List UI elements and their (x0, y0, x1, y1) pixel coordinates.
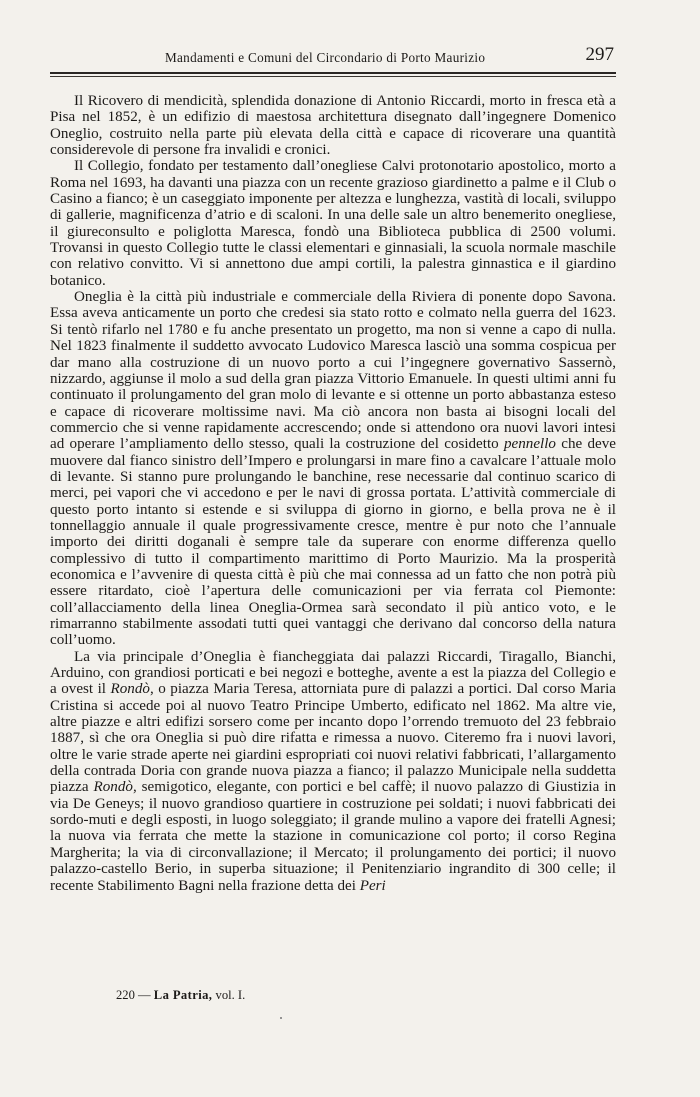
italic-term: pennello (503, 436, 556, 453)
paragraph-text: che deve muovere dal fianco sinistro dell’Impero e prolungarsi in mare fino a cavalcare l’attuale molo di levante. Si stanno pure prolungando le banchine, rese necessarie dal continuo scarico di merci, pei vapori che vi accedono e per le navi di grossa portata. L’attività commerciale di questo porto intanto si estende e si sviluppa di giorno in giorno, e bella prova ne è il tonnellaggio annuale il quale progressivamente cresce, mentre è pur noto che l’annuale importo dei diritti doganali è sempre tale da superare con enorme differenza quello complessivo di tutto il compartimento marittimo di Porto Maurizio. Ma la prosperità economica e l’avvenire di questa città è più che mai connessa ad un fatto che non potrà più essere ritardato, cioè l’apertura delle comunicazioni per via ferrata col Piemonte: coll’allacciamento della linea Oneglia-Ormea sarà secondato il più antico voto, e le rimarranno stabilmente assodati tutti quei vantaggi che derivano dal concorso della natura coll’uomo. (50, 436, 616, 649)
page-number: 297 (585, 44, 614, 65)
italic-term: Rondò (93, 779, 133, 796)
paragraph-text: , semigotico, elegante, con portici e bel caffè; il nuovo palazzo di Giustizia in via De Geneys; il nuovo grandioso quartiere in costruzione pei soldati; i nuovi fabbricati dei sordo-muti e degli esposti, in luogo soleggiato; il grande mulino a vapore dei fratelli Agnesi; la nuova via ferrata che mette la stazione in comunicazione col porto; il corso Regina Margherita; la via di circonvallazione; il Mercato; il prolungamento dei portici; il nuovo palazzo-castello Berio, in superba situazione; il Penitenziario ingrandito di 300 celle; il recente Stabilimento Bagni nella frazione detta dei (50, 779, 616, 894)
running-header (50, 46, 618, 74)
paragraph-collegio (50, 158, 616, 289)
paragraph-via-principale (50, 649, 616, 894)
paragraph-text: La via principale d’Oneglia è fiancheggiata dai palazzi Riccardi, Tiragallo, Bianchi, Arduino, con grandiosi porticati e bei negozi e botteghe, avente a est la piazza del Collegio e a ovest il (50, 648, 616, 698)
page-speck (280, 1017, 282, 1019)
header-rule-thin (50, 76, 616, 77)
paragraph-ricovero (50, 93, 616, 158)
printer-signature (116, 988, 245, 1003)
header-rule-thick (50, 72, 616, 74)
journal-volume: vol. I. (215, 988, 246, 1002)
paragraph-text: Il Ricovero di mendicità, splendida donazione di Antonio Riccardi, morto in fresca età a Pisa nel 1852, è un edifizio di maestosa architettura disegnato dall’ingegnere Domenico Oneglio, costruito nella parte più elevata della città e capace di ricoverare una quantità considerevole di persone fra invalidi e cronici. (50, 93, 616, 159)
paragraph-text: Il Collegio, fondato per testamento dall’onegliese Calvi protonotario apostolico, morto a Roma nel 1693, ha davanti una piazza con un recente grazioso giardinetto a palme e il Club o Casino a fianco; è un caseggiato imponente per altezza e lunghezza, vastità di locali, sviluppo di gallerie, magnificenza d’atrio e di scaloni. In una delle sale un altro benemerito onegliese, il giureconsulto e poliglotta Maresca, fondò una Biblioteca pubblica di 2500 volumi. Trovansi in questo Collegio tutte le classi elementari e ginnasiali, la scuola normale maschile con relativo convitto. Vi si annettono due ampi cortili, la palestra ginnastica e il giardino botanico. (50, 158, 616, 289)
journal-title: La Patria, (153, 988, 213, 1002)
paragraph-text: Oneglia è la città più industriale e commerciale della Riviera di ponente dopo Savona. Essa aveva anticamente un porto che credesi sia stato rotto e colmato nella guerra del 1623. Si tentò rifarlo nel 1780 e fu anche presentato un progetto, ma non si venne a capo di nulla. Nel 1823 finalmente il suddetto avvocato Ludovico Maresca lasciò una somma cospicua per dar mano alla costruzione di un nuovo porto a cui l’ingegnere governativo Sassernò, nizzardo, aggiunse il molo a sud della gran piazza Vittorio Emanuele. In questi ultimi anni fu continuato il prolungamento del gran molo di levante e si ottenne un porto abbastanza esteso e capace di ricoverare moltissime navi. Ma ciò ancora non basta ai bisogni locali del commercio che si venne rapidamente accrescendo; onde si attendono ora nuovi lavori intesi ad operare l’ampliamento dello stesso, quali la costruzione del cosidetto (50, 289, 616, 453)
italic-term: Rondò (110, 681, 150, 698)
header-title: Mandamenti e Comuni del Circondario di Porto Maurizio (165, 50, 486, 65)
body-text (50, 93, 616, 894)
italic-term: Peri (359, 877, 386, 894)
paragraph-text: , o piazza Maria Teresa, attorniata pure di palazzi a portici. Dal corso Maria Cristina si accede poi al nuovo Teatro Principe Umberto, edificato nel 1862. Ma altre vie, altre piazze e altri edifizi sorsero come per incanto dopo l’orrendo tremuoto del 23 febbraio 1887, sì che ora Oneglia si può dire rifatta e rimessa a nuovo. Citeremo fra i nuovi lavori, oltre le varie strade aperte nei giardini espropriati coi nuovi relativi fabbricati, l’allargamento della contrada Doria con grande nuova piazza a fianco; il palazzo Municipale nella suddetta piazza (50, 681, 616, 796)
signature-number: 220 — (116, 988, 151, 1002)
paragraph-porto (50, 289, 616, 649)
